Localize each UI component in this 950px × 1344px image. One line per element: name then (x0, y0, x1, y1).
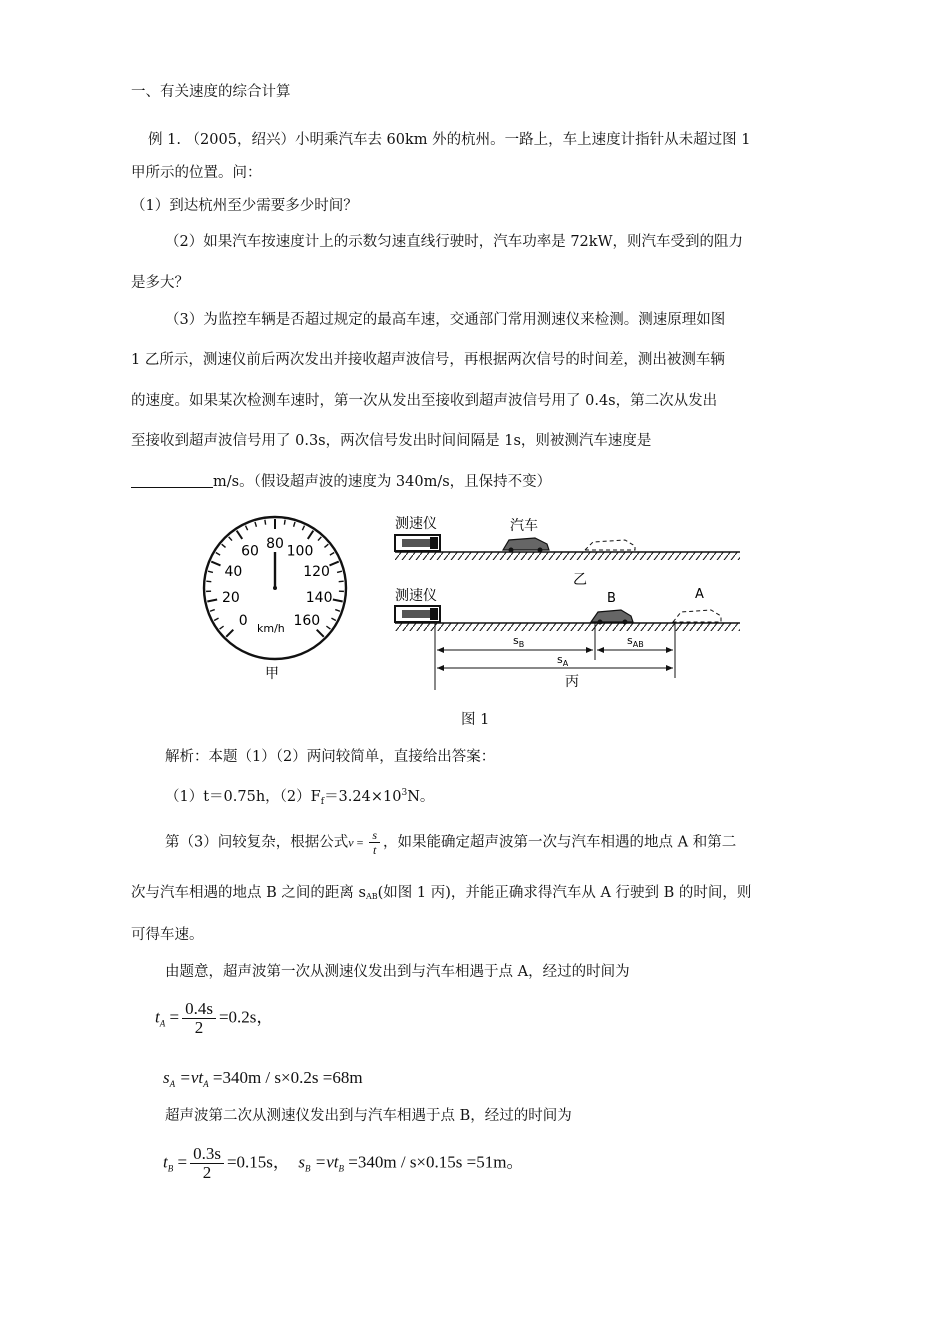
equation-2: $s_A =vt_A =340m / s\times 0.2s =68m$ (163, 1068, 363, 1089)
dim-sa-label: $s_A$ (557, 653, 569, 668)
bing-device-label: 测速仪 (395, 588, 437, 604)
yi-label: 乙 (573, 572, 587, 588)
speedometer-tick (214, 618, 218, 620)
speedometer-tick (330, 553, 334, 556)
question-3-line-5 (131, 472, 551, 492)
speedometer-tick (220, 626, 224, 629)
question-3-line-1: （3）为监控车辆是否超过规定的最高车速，交通部门常用测速仪来检测。测速原理如图 (165, 312, 726, 328)
speedometer-tick (245, 526, 247, 531)
equation-1: $t_A$ = $\frac{0.4s}{2}$ =0.2s， (155, 999, 274, 1037)
speedometer-label: 甲 (265, 666, 279, 682)
answer-blank (131, 473, 213, 488)
speedometer-tick (237, 531, 243, 539)
speedometer-tick (324, 544, 328, 547)
yi-ground (395, 552, 740, 560)
speedometer-tick (294, 522, 295, 527)
speed-detection-diagram (385, 510, 745, 690)
equation-3-4: $t_B$ = $\frac{0.3s}{2}$ =0.15s， $s_B =vt_B =340m / s\times 0.15s =51m$。 (163, 1144, 524, 1182)
bing-label: 丙 (565, 674, 579, 690)
analysis-p3-line-3: 可得车速。 (131, 927, 204, 943)
example-line-1: 例 1. （2005，绍兴）小明乘汽车去 60km 外的杭州。一路上，车上速度计指针从未超过图 1 (148, 132, 751, 148)
speedometer-tick (207, 600, 217, 602)
speedometer-figure (195, 510, 365, 685)
speedometer-tick (335, 610, 340, 612)
analysis-p3-line-2: 次与汽车相遇的地点 B 之间的距离 sAB(如图 1 丙)，并能正确求得汽车从 A 行驶到 B 的时间，则 (131, 885, 752, 901)
yi-device-label: 测速仪 (395, 516, 437, 532)
speedometer-unit: km/h (257, 622, 285, 635)
speedometer-tick (216, 553, 220, 556)
analysis-step-1: 由题意，超声波第一次从测速仪发出到与汽车相遇于点 A，经过的时间为 (165, 964, 630, 980)
speedometer-tick-label: 140 (305, 589, 333, 606)
speedometer-tick-label: 60 (241, 543, 259, 560)
speedometer-tick-label: 20 (221, 589, 240, 606)
section-title: 一、有关速度的综合计算 (131, 84, 291, 100)
speedometer-tick (308, 531, 314, 539)
analysis-p3-line-1: 第（3）问较复杂，根据公式v = $\frac{s}{t}$ ，如果能确定超声波第一次与汽车相遇的地点 A 和第二 (165, 828, 737, 857)
bing-ghost-car-a (673, 610, 721, 622)
question-3-line-5-text: m/s。（假设超声波的速度为 340m/s，且保持不变） (213, 474, 552, 490)
question-3-line-3: 的速度。如果某次检测车速时，第一次从发出至接收到超声波信号用了 0.4s，第二次从发出 (131, 393, 718, 409)
speedometer-tick (326, 626, 330, 629)
analysis-answers: （1）t＝0.75h，$(2)F_f=3.24\times 10^3N$。 (165, 788, 435, 807)
question-3-line-2: 1 乙所示，测速仪前后两次发出并接收超声波信号，再根据两次信号的时间差，测出被测车辆 (131, 352, 725, 368)
analysis-step-2: 超声波第二次从测速仪发出到与汽车相遇于点 B，经过的时间为 (165, 1108, 572, 1124)
yi-car-label: 汽车 (510, 518, 538, 534)
speedometer-numbers (222, 536, 333, 629)
speedometer-tick-label: 40 (224, 563, 243, 580)
needle-hub (273, 586, 277, 590)
question-2-line-1: （2）如果汽车按速度计上的示数匀速直线行驶时，汽车功率是 72kW，则汽车受到的阻力 (165, 234, 743, 250)
speedometer-tick (222, 544, 226, 547)
speedometer-tick-label: 120 (303, 563, 330, 580)
speedometer-tick (255, 522, 256, 527)
dim-sab-label: $s_{AB}$ (627, 634, 644, 649)
speedometer-tick (331, 618, 335, 620)
speedometer-tick-label: 100 (286, 543, 314, 560)
yi-ghost-car (585, 540, 635, 550)
speedometer-tick (284, 520, 285, 525)
point-b-label: B (607, 591, 616, 606)
speedometer-tick-label: 160 (293, 612, 321, 629)
speedometer-tick (333, 600, 343, 602)
speedometer-tick-label: 80 (266, 536, 284, 552)
speedometer-tick (337, 571, 342, 572)
question-3-line-4: 至接收到超声波信号用了 0.3s，两次信号发出时间间隔是 1s，则被测汽车速度是 (131, 433, 652, 449)
question-2-line-2: 是多大？ (131, 275, 189, 291)
speedometer-tick (229, 537, 232, 541)
speedometer-tick (330, 562, 339, 566)
speedometer-tick (318, 537, 321, 541)
speedometer-tick (265, 520, 266, 525)
speedometer-tick (317, 630, 324, 637)
speedometer-tick (302, 526, 304, 531)
figure-caption: 图 1 (461, 712, 490, 728)
yi-device-screen (402, 539, 430, 547)
speedometer-tick-label: 0 (238, 612, 248, 629)
point-a-label: A (695, 587, 704, 602)
bing-device-screen (402, 610, 430, 618)
speedometer-tick (226, 630, 233, 637)
dim-sb-label: $s_B$ (513, 634, 525, 649)
bing-device-sensor (430, 608, 438, 620)
speedometer-tick (211, 562, 220, 566)
question-1: （1）到达杭州至少需要多少时间？ (131, 198, 358, 214)
example-line-2: 甲所示的位置。问： (131, 165, 262, 181)
speedometer-tick (208, 571, 213, 572)
analysis-intro: 解析：本题（1）（2）两问较简单，直接给出答案： (165, 749, 496, 765)
bing-ground (395, 623, 740, 631)
speedometer-tick (210, 610, 215, 612)
yi-device-sensor (430, 537, 438, 549)
